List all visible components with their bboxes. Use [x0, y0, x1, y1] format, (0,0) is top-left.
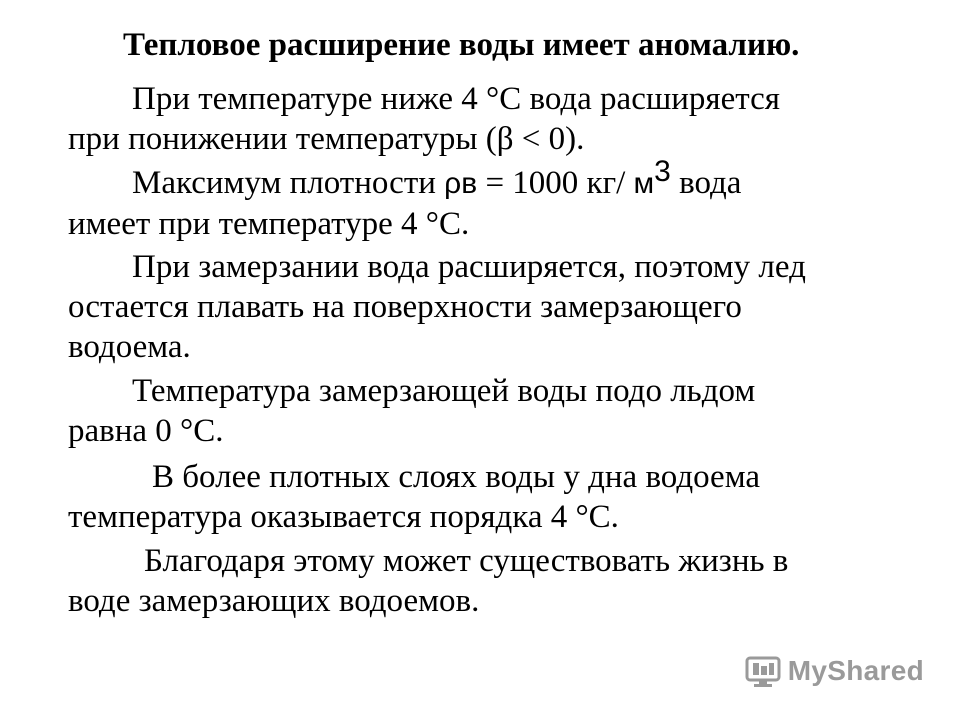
paragraph-2 — [68, 155, 948, 244]
paragraph-3 — [68, 247, 948, 367]
paragraph-2-line-2: имеет при температуре 4 °С. — [68, 206, 470, 242]
paragraph-1-line-1: При температуре ниже 4 °С вода расширяется — [132, 81, 780, 117]
paragraph-3-line-1: При замерзании вода расширяется, поэтому лед — [132, 249, 806, 285]
paragraph-1-line-2: при понижении температуры (β < 0). — [68, 121, 585, 157]
paragraph-2-text-post: вода — [670, 165, 742, 201]
paragraph-5-line-2: температура оказывается порядка 4 °С. — [68, 499, 619, 535]
myshared-watermark — [744, 652, 924, 690]
paragraph-4 — [68, 371, 948, 451]
paragraph-5-line-1: В более плотных слоях воды у дна водоема — [152, 459, 761, 495]
paragraph-2-line-1 — [68, 155, 948, 204]
watermark-text: MyShared — [787, 655, 924, 686]
paragraph-3-line-3: водоема. — [68, 329, 191, 365]
paragraph-4-line-1: Температура замерзающей воды подо льдом — [132, 373, 756, 409]
myshared-logo-icon — [744, 652, 782, 690]
paragraph-3-line-2: остается плавать на поверхности замерзающего — [68, 289, 742, 325]
paragraph-4-line-2: равна 0 °С. — [68, 413, 224, 449]
paragraph-5 — [68, 457, 948, 537]
paragraph-6-line-1: Благодаря этому может существовать жизнь в — [144, 543, 789, 579]
slide-title: Тепловое расширение воды имеет аномалию. — [123, 27, 800, 63]
unit-meter: м — [633, 167, 655, 200]
paragraph-2-text-pre: Максимум плотности — [132, 165, 445, 201]
paragraph-2-text-mid: = 1000 кг/ — [477, 165, 634, 201]
unit-exponent: 3 — [654, 155, 671, 188]
density-symbol: ρв — [444, 167, 478, 200]
paragraph-6 — [68, 541, 948, 621]
paragraph-1 — [68, 79, 948, 159]
paragraph-6-line-2: воде замерзающих водоемов. — [68, 583, 480, 619]
